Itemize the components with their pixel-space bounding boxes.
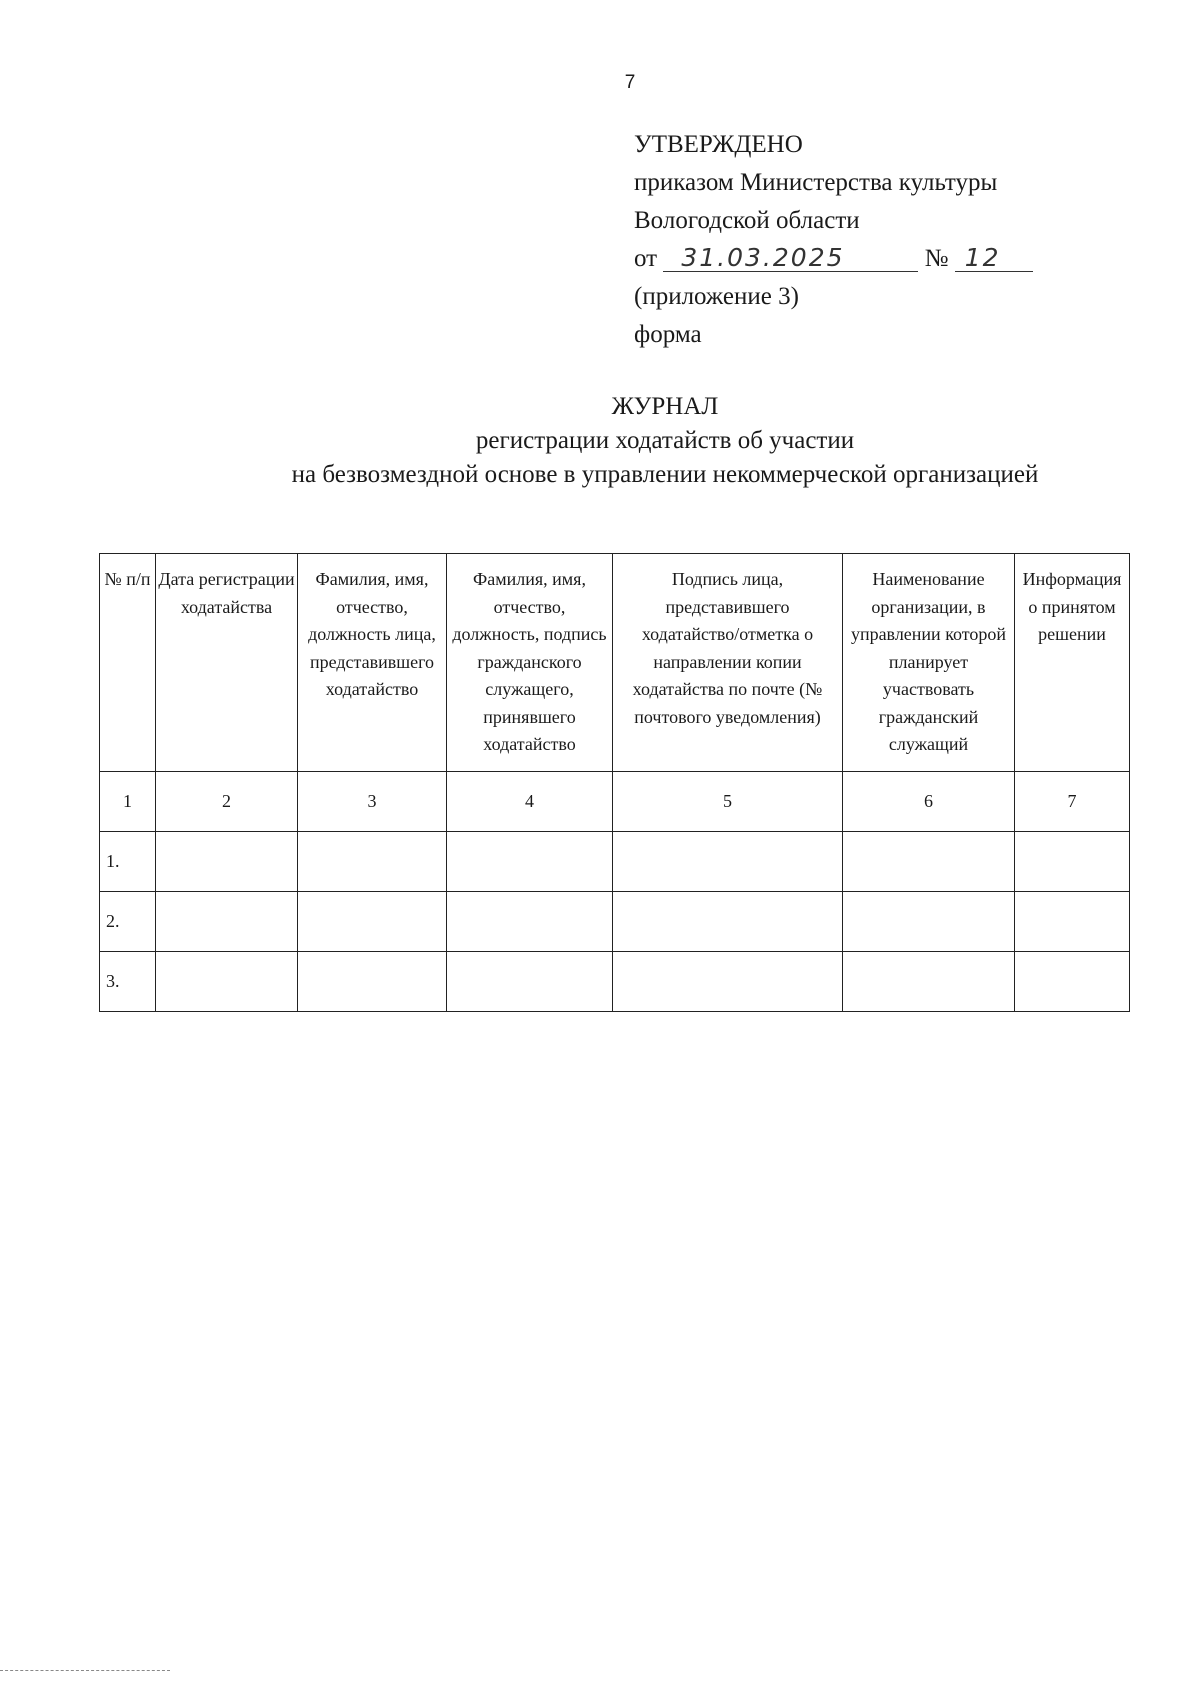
approval-heading: УТВЕРЖДЕНО bbox=[634, 131, 803, 158]
header-cell-signature: Подпись лица, представившего ходатайство/отметка о направлении копии ходатайства по почте (№ почтового уведомления) bbox=[613, 554, 843, 772]
row-number: 3. bbox=[100, 952, 156, 1012]
document-title: ЖУРНАЛ bbox=[611, 393, 719, 420]
table-cell bbox=[843, 952, 1015, 1012]
column-number: 7 bbox=[1015, 772, 1130, 832]
table-row bbox=[100, 892, 1130, 952]
approval-region-line: Вологодской области bbox=[634, 207, 860, 234]
header-cell-decision: Информация о принятом решении bbox=[1015, 554, 1130, 772]
column-number: 1 bbox=[100, 772, 156, 832]
column-number: 5 bbox=[613, 772, 843, 832]
appendix-label: (приложение 3) bbox=[634, 283, 799, 310]
header-row bbox=[100, 554, 1130, 772]
header-cell-applicant: Фамилия, имя, отчество, должность лица, представившего ходатайство bbox=[298, 554, 447, 772]
approval-date-number-line bbox=[634, 240, 1033, 278]
table-cell bbox=[843, 832, 1015, 892]
header-cell-registration-date: Дата регистрации ходатайства bbox=[156, 554, 298, 772]
approval-order-line: приказом Министерства культуры bbox=[634, 169, 998, 196]
table-cell bbox=[1015, 892, 1130, 952]
table-cell bbox=[843, 892, 1015, 952]
header-cell-number: № п/п bbox=[100, 554, 156, 772]
document-title-block bbox=[0, 390, 1200, 492]
table-cell bbox=[613, 952, 843, 1012]
column-number: 2 bbox=[156, 772, 298, 832]
table-cell bbox=[156, 832, 298, 892]
row-number: 2. bbox=[100, 892, 156, 952]
column-number: 3 bbox=[298, 772, 447, 832]
document-subtitle-line2: на безвозмездной основе в управлении некоммерческой организацией bbox=[291, 461, 1039, 488]
column-number: 4 bbox=[447, 772, 613, 832]
table-cell bbox=[298, 892, 447, 952]
from-label: от bbox=[634, 245, 658, 272]
journal-table bbox=[99, 553, 1130, 1012]
table-cell bbox=[613, 832, 843, 892]
table-cell bbox=[447, 952, 613, 1012]
table-cell bbox=[1015, 952, 1130, 1012]
approval-stamp bbox=[634, 126, 1033, 354]
table-cell bbox=[1015, 832, 1130, 892]
table-cell bbox=[298, 832, 447, 892]
page-number: 7 bbox=[624, 72, 636, 93]
document-subtitle-line1: регистрации ходатайств об участии bbox=[475, 427, 855, 454]
handwritten-date: 31.03.2025 bbox=[663, 245, 918, 272]
table-cell bbox=[447, 892, 613, 952]
header-cell-organization: Наименование организации, в управлении которой планирует участвовать гражданский служащий bbox=[843, 554, 1015, 772]
table-row bbox=[100, 952, 1130, 1012]
handwritten-number: 12 bbox=[955, 245, 1033, 272]
table-cell bbox=[447, 832, 613, 892]
table-row bbox=[100, 832, 1130, 892]
header-cell-receiver: Фамилия, имя, отчество, должность, подпись гражданского служащего, принявшего ходатайство bbox=[447, 554, 613, 772]
table-cell bbox=[298, 952, 447, 1012]
table-cell bbox=[613, 892, 843, 952]
footer-scan-line bbox=[0, 1670, 170, 1671]
form-label: форма bbox=[634, 321, 702, 348]
table-cell bbox=[156, 952, 298, 1012]
number-label: № bbox=[924, 245, 949, 272]
column-number-row bbox=[100, 772, 1130, 832]
row-number: 1. bbox=[100, 832, 156, 892]
column-number: 6 bbox=[843, 772, 1015, 832]
table-cell bbox=[156, 892, 298, 952]
